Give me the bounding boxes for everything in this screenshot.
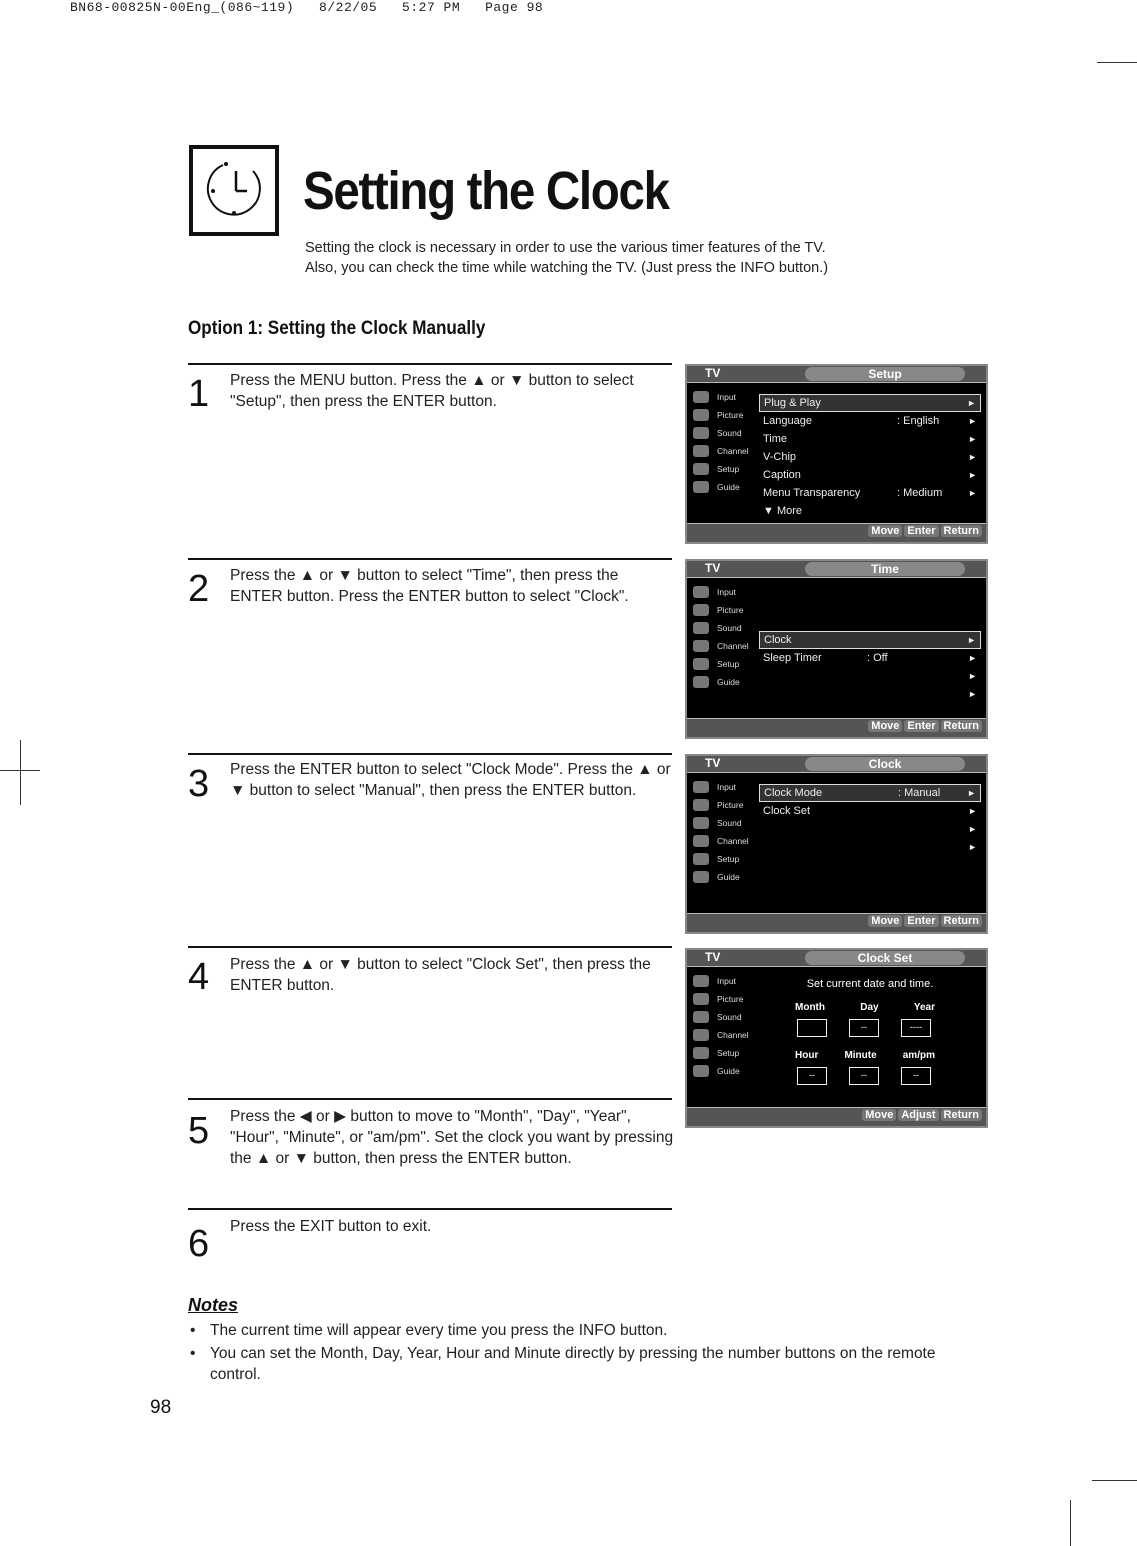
side-item-channel: Channel — [691, 637, 755, 655]
month-field[interactable] — [797, 1019, 827, 1037]
step-text: Press the MENU button. Press the ▲ or ▼ button to select "Setup", then press the ENTER button. — [230, 372, 634, 410]
time-fields — [797, 1067, 931, 1085]
menu-row-more — [759, 502, 981, 520]
menu-row-label: ▼ More — [763, 505, 803, 517]
menu-row-label: Caption — [763, 469, 801, 481]
date-labels — [795, 1002, 935, 1013]
crop-mark — [20, 740, 21, 805]
arrow-right-icon: ► — [968, 653, 977, 663]
clock-icon — [189, 145, 279, 236]
menu-row-empty — [759, 667, 981, 685]
day-field[interactable]: -- — [849, 1019, 879, 1037]
tv-menu-list — [759, 394, 981, 520]
side-item-channel: Channel — [691, 442, 755, 460]
arrow-right-icon: ► — [968, 842, 977, 852]
hint-adjust: Adjust — [898, 1109, 938, 1121]
arrow-right-icon: ► — [967, 398, 976, 408]
step-text: Press the EXIT button to exit. — [230, 1218, 432, 1235]
ampm-field[interactable]: -- — [901, 1067, 931, 1085]
tv-header — [687, 756, 986, 773]
date-fields — [797, 1019, 931, 1037]
label-hour: Hour — [795, 1050, 819, 1061]
tv-screen-clock — [685, 754, 988, 934]
menu-row-label: Sleep Timer — [763, 652, 822, 664]
tv-screen-time — [685, 559, 988, 739]
note-item: • The current time will appear every time you press the INFO button. — [190, 1320, 980, 1341]
step-divider — [188, 1208, 672, 1210]
side-item-input: Input — [691, 972, 755, 990]
arrow-right-icon: ► — [968, 470, 977, 480]
crop-mark — [1097, 62, 1137, 63]
menu-row-label: Plug & Play — [764, 397, 821, 409]
tv-side-menu — [691, 583, 755, 691]
intro-line-2: Also, you can check the time while watching the TV. (Just press the INFO button.) — [305, 260, 829, 276]
hint-return: Return — [941, 720, 982, 732]
side-item-input: Input — [691, 778, 755, 796]
side-item-sound: Sound — [691, 1008, 755, 1026]
tv-header — [687, 366, 986, 383]
side-item-guide: Guide — [691, 673, 755, 691]
step-text: Press the ▲ or ▼ button to select "Time", then press the ENTER button. Press the ENTER button to select "Clock". — [230, 567, 629, 605]
option-heading: Option 1: Setting the Clock Manually — [188, 318, 486, 339]
crop-mark — [1092, 1480, 1137, 1481]
arrow-right-icon: ► — [968, 452, 977, 462]
arrow-right-icon: ► — [968, 671, 977, 681]
hint-return: Return — [941, 915, 982, 927]
arrow-right-icon: ► — [968, 416, 977, 426]
arrow-right-icon: ► — [967, 635, 976, 645]
step-number: 1 — [188, 373, 210, 415]
minute-field[interactable]: -- — [849, 1067, 879, 1085]
step-divider — [188, 558, 672, 560]
side-item-picture: Picture — [691, 406, 755, 424]
page-title: Setting the Clock — [303, 161, 669, 221]
side-item-sound: Sound — [691, 619, 755, 637]
step-divider — [188, 1098, 672, 1100]
step-number: 5 — [188, 1110, 210, 1152]
clock-set-message: Set current date and time. — [806, 978, 934, 990]
menu-row-transparency — [759, 484, 981, 502]
hint-move: Move — [868, 720, 902, 732]
notes-list — [190, 1320, 980, 1387]
tv-menu-tab: Clock — [805, 757, 965, 771]
step-text: Press the ENTER button to select "Clock Mode". Press the ▲ or ▼ button to select "Manual", then press the ENTER button. — [230, 761, 671, 799]
menu-row-label: Language — [763, 415, 812, 427]
side-item-sound: Sound — [691, 814, 755, 832]
menu-row-sleep-timer — [759, 649, 981, 667]
crop-mark — [1070, 1500, 1071, 1546]
page-number: 98 — [150, 1397, 172, 1418]
side-item-setup: Setup — [691, 1044, 755, 1062]
tv-brand-label: TV — [705, 561, 721, 575]
tv-button-bar — [687, 1107, 986, 1126]
menu-row-label: V-Chip — [763, 451, 797, 463]
menu-row-caption — [759, 466, 981, 484]
tv-button-hints — [866, 525, 982, 537]
side-item-setup: Setup — [691, 850, 755, 868]
label-year: Year — [913, 1002, 935, 1013]
tv-brand-label: TV — [705, 756, 721, 770]
arrow-right-icon: ► — [968, 824, 977, 834]
side-item-setup: Setup — [691, 655, 755, 673]
tv-button-bar — [687, 913, 986, 932]
hint-return: Return — [941, 1109, 982, 1121]
tv-screen-setup — [685, 364, 988, 544]
menu-row-clock-mode — [759, 784, 981, 802]
side-item-picture: Picture — [691, 601, 755, 619]
menu-row-value: : Off — [867, 652, 888, 664]
intro-line-1: Setting the clock is necessary in order to use the various timer features of the TV. — [305, 240, 826, 256]
tv-button-bar — [687, 718, 986, 737]
label-ampm: am/pm — [902, 1050, 935, 1061]
tv-side-menu — [691, 972, 755, 1080]
side-item-picture: Picture — [691, 796, 755, 814]
step-number: 4 — [188, 956, 210, 998]
hint-move: Move — [868, 525, 902, 537]
time-labels — [795, 1050, 935, 1061]
side-item-guide: Guide — [691, 1062, 755, 1080]
print-slug: BN68-00825N-00Eng_(086~119) 8/22/05 5:27 PM Page 98 — [70, 0, 544, 15]
arrow-right-icon: ► — [968, 434, 977, 444]
tv-button-hints — [866, 720, 982, 732]
side-item-channel: Channel — [691, 1026, 755, 1044]
hint-enter: Enter — [904, 525, 938, 537]
side-item-input: Input — [691, 388, 755, 406]
menu-row-label: Clock Mode — [764, 787, 823, 799]
notes-heading: Notes — [188, 1295, 239, 1315]
arrow-right-icon: ► — [968, 488, 977, 498]
tv-brand-label: TV — [705, 950, 721, 964]
tv-menu-list — [759, 784, 981, 856]
hint-enter: Enter — [904, 915, 938, 927]
menu-row-value: : Medium — [897, 487, 943, 499]
side-item-input: Input — [691, 583, 755, 601]
year-field[interactable]: ---- — [901, 1019, 931, 1037]
tv-header — [687, 561, 986, 578]
tv-brand-label: TV — [705, 366, 721, 380]
tv-menu-tab: Clock Set — [805, 951, 965, 965]
label-month: Month — [795, 1002, 825, 1013]
menu-row-time — [759, 430, 981, 448]
step-divider — [188, 946, 672, 948]
step-number: 2 — [188, 568, 210, 610]
intro-text — [305, 238, 925, 278]
tv-button-hints — [860, 1109, 982, 1121]
menu-row-label: Time — [763, 433, 788, 445]
menu-row-label: Menu Transparency — [763, 487, 861, 499]
hint-return: Return — [941, 525, 982, 537]
side-item-setup: Setup — [691, 460, 755, 478]
menu-row-vchip — [759, 448, 981, 466]
side-item-guide: Guide — [691, 868, 755, 886]
label-minute: Minute — [844, 1050, 877, 1061]
tv-header — [687, 950, 986, 967]
menu-row-plug-play — [759, 394, 981, 412]
step-number: 6 — [188, 1223, 210, 1265]
menu-row-empty — [759, 820, 981, 838]
menu-row-empty — [759, 685, 981, 703]
step-divider — [188, 753, 672, 755]
menu-row-value: : Manual — [898, 787, 941, 799]
step-text: Press the ◀ or ▶ button to move to "Month", "Day", "Year", "Hour", "Minute", or "am/pm". Set the clock you want by pressing the ▲ or ▼ button, then press the ENTER button. — [230, 1108, 674, 1167]
step-number: 3 — [188, 763, 210, 805]
hint-enter: Enter — [904, 720, 938, 732]
tv-side-menu — [691, 388, 755, 496]
step-divider — [188, 363, 672, 365]
tv-button-bar — [687, 523, 986, 542]
tv-button-hints — [866, 915, 982, 927]
arrow-right-icon: ► — [967, 788, 976, 798]
menu-row-empty — [759, 838, 981, 856]
tv-menu-list — [759, 631, 981, 703]
note-item: • You can set the Month, Day, Year, Hour and Minute directly by pressing the number buttons on the remote control. — [190, 1343, 980, 1385]
tv-screen-clock-set — [685, 948, 988, 1128]
hint-move: Move — [868, 915, 902, 927]
tv-side-menu — [691, 778, 755, 886]
side-item-picture: Picture — [691, 990, 755, 1008]
menu-row-label: Clock Set — [763, 805, 811, 817]
menu-row-value: : English — [897, 415, 940, 427]
hint-move: Move — [862, 1109, 896, 1121]
label-day: Day — [860, 1002, 879, 1013]
tv-menu-tab: Time — [805, 562, 965, 576]
step-text: Press the ▲ or ▼ button to select "Clock Set", then press the ENTER button. — [230, 956, 651, 994]
tv-menu-tab: Setup — [805, 367, 965, 381]
side-item-guide: Guide — [691, 478, 755, 496]
side-item-sound: Sound — [691, 424, 755, 442]
arrow-right-icon: ► — [968, 689, 977, 699]
hour-field[interactable]: -- — [797, 1067, 827, 1085]
menu-row-label: Clock — [764, 634, 792, 646]
menu-row-clock — [759, 631, 981, 649]
arrow-right-icon: ► — [968, 806, 977, 816]
menu-row-clock-set — [759, 802, 981, 820]
clock-face-icon — [193, 149, 275, 232]
side-item-channel: Channel — [691, 832, 755, 850]
menu-row-language — [759, 412, 981, 430]
